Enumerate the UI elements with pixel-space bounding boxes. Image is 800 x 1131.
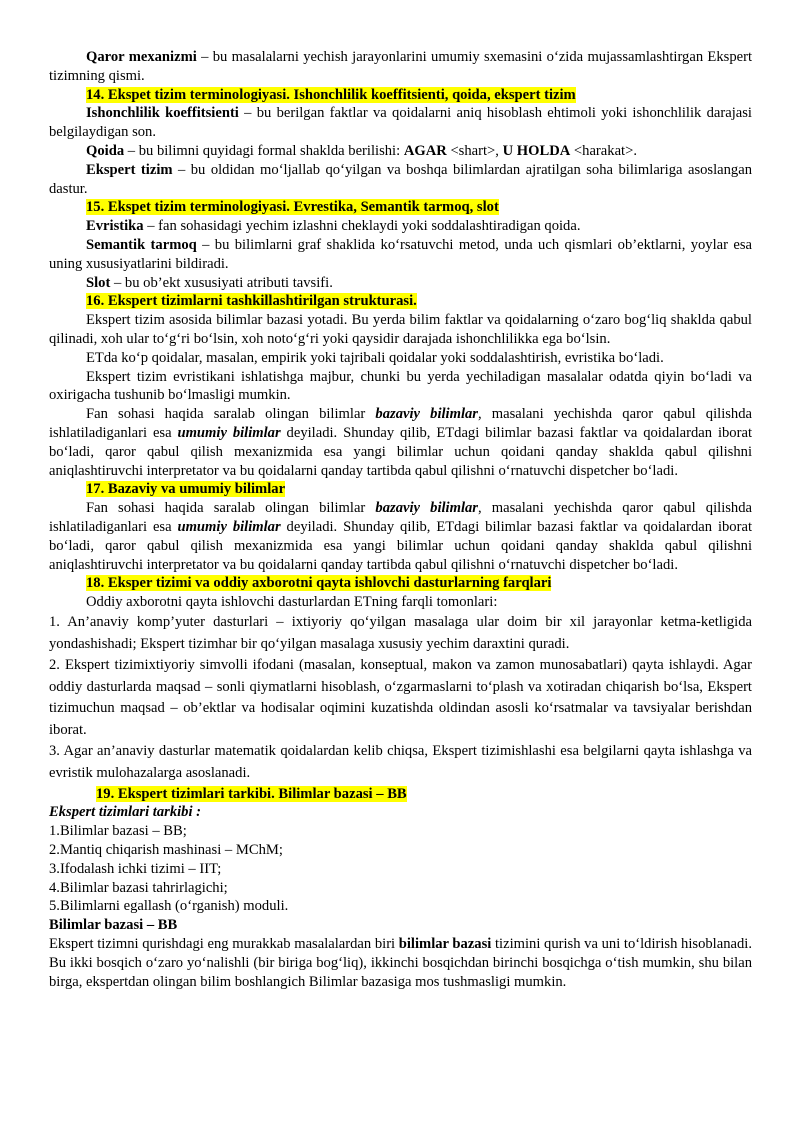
paragraph-fan-sohasi-1: Fan sohasi haqida saralab olingan bilimlar bazaviy bilimlar, masalani yechishda qaror qabul qilishda ishlatiladiganlari esa umumiy bilimlar deyiladi. Shunday qilib, ETdagi bilimlar bazasi faktlar va qoidalardan iborat bo‘ladi, qaror qabul qilish mexanizmida esa yangi bilimlar uchun qoidani qanday shaklda qabul qilishni aniqlashtiruvchi interpretator va bu qoidalarni qanday tartibda qabul qilishni o‘rnatuvchi dispetcher bo‘ladi.: [49, 406, 752, 479]
paragraph-bilimlar-bazasi-asos: Ekspert tizim asosida bilimlar bazasi yotadi. Bu yerda bilim faktlar va qoidalarning o‘zaro bog‘liq shaklda qabul qilinadi, xoh ular to‘g‘ri bo‘lsin, xoh noto‘g‘ri yoki qaysidir darajada ishonchlilikka ega bo‘lsin.: [49, 312, 752, 347]
list-item: 3.Ifodalash ichki tizimi – IIT;: [49, 860, 222, 877]
term: Slot: [86, 274, 111, 291]
heading-18: 18. Eksper tizimi va oddiy axborotni qayta ishlovchi dasturlarning farqlari: [86, 575, 552, 592]
paragraph-farqli-tomonlar: Oddiy axborotni qayta ishlovchi dasturlardan ETning farqli tomonlari:: [86, 594, 498, 611]
term: Qoida: [86, 142, 125, 159]
paragraph-semantik-tarmoq: Semantik tarmoq – bu bilimlarni graf shaklida ko‘rsatuvchi metod, unda uch qismlari ob’ektlarni, yoylar esa uning xususiyatlarini bildiradi.: [49, 236, 752, 272]
term: Ekspert tizim: [86, 161, 173, 178]
paragraph-ekspert-tizim: Ekspert tizim – bu oldidan mo‘ljallab qo‘yilgan va boshqa bilimlardan ajratilgan soha bilimlariga asoslangan dastur.: [49, 161, 752, 197]
difference-list: [49, 612, 752, 785]
heading-16: 16. Ekspert tizimlarni tashkillashtirilgan strukturasi.: [86, 293, 417, 310]
list-item: 2. Ekspert tizimixtiyoriy simvolli ifodani (masalan, konseptual, makon va zamon munosabatlari) qayta ishlaydi. Agar oddiy dasturlarda maqsad – sonli qiymatlarni hisoblash, o‘zgarmaslarni to‘plash va xotiradan chiqarish bo‘lsa, Ekspert tizimuchun maqsad – ob’ektlar va hodisalar oqimini kuzatishda oldindan asosli ko‘rsatmalar va tavsiyalar berishdan iborat.: [49, 657, 752, 738]
subheading-bilimlar-bazasi: Bilimlar bazasi – BB: [49, 917, 178, 934]
paragraph-qoidalar: ETda ko‘p qoidalar, masalan, empirik yoki tajribali qoidalar yoki soddalashtirish, evristika bo‘ladi.: [86, 349, 664, 366]
subheading-tarkibi: Ekspert tizimlari tarkibi :: [49, 804, 202, 821]
document-page: [49, 48, 752, 991]
paragraph-slot: Slot – bu ob’ekt xususiyati atributi tavsifi.: [86, 274, 333, 291]
list-item: 1.Bilimlar bazasi – BB;: [49, 823, 187, 840]
heading-17: 17. Bazaviy va umumiy bilimlar: [86, 481, 286, 498]
heading-14: 14. Ekspet tizim terminologiyasi. Ishonchlilik koeffitsienti, qoida, ekspert tizim: [86, 86, 576, 103]
paragraph-qaror-mexanizmi: Qaror mexanizmi – bu masalalarni yechish jarayonlarini umumiy sxemasini o‘zida mujassamlashtirgan Ekspert tizimning qismi.: [49, 49, 753, 84]
list-item: 5.Bilimlarni egallash (o‘rganish) moduli.: [49, 898, 289, 915]
term: Semantik tarmoq: [86, 236, 197, 253]
paragraph-ishonchlilik: Ishonchlilik koeffitsienti – bu berilgan faktlar va qoidalarni aniq hisoblash ehtimoli yoki ishonchlilik darajasi belgilaydigan son.: [49, 105, 752, 141]
paragraph-bb-qurish: Ekspert tizimni qurishdagi eng murakkab masalalardan biri bilimlar bazasi tizimini qurish va uni to‘ldirish hisoblanadi. Bu ikki bosqich o‘zaro yo‘nalishli (bir biriga bog‘liq), ikkinchi bosqichdan birinchi bosqichga o‘tish mumkin, shu bilan birga, ekspertdan olingan bilim boshlangich Bilimlar bazasiga mos tushmasligi mumkin.: [49, 936, 752, 990]
paragraph-evristika: Evristika – fan sohasidagi yechim izlashni cheklaydi yoki soddalashtiradigan qoida.: [86, 218, 581, 235]
list-item: 3. Agar an’anaviy dasturlar matematik qoidalardan kelib chiqsa, Ekspert tizimishlashi esa belgilarni qayta ishlashga va evristik mulohazalarga asoslanadi.: [49, 743, 752, 782]
term: Ishonchlilik koeffitsienti: [86, 105, 239, 122]
list-item: 1. An’anaviy komp’yuter dasturlari – ixtiyoriy qo‘yilgan masalaga ular doim bir xil jarayonlar ketma-ketligida yondashishadi; Ekspert tizimhar bir qo‘yilgan masalaga xususiy yechim daraxtini quradi.: [49, 613, 752, 652]
term: Evristika: [86, 218, 144, 235]
paragraph-fan-sohasi-2: Fan sohasi haqida saralab olingan bilimlar bazaviy bilimlar, masalani yechishda qaror qabul qilishda ishlatiladiganlari esa umumiy bilimlar deyiladi. Shunday qilib, ETdagi bilimlar bazasi faktlar va qoidalardan iborat bo‘ladi, qaror qabul qilish mexanizmida esa yangi bilimlar uchun qoidani qanday shaklda qabul qilishni aniqlashtiruvchi interpretator va bu qoidalarni qanday tartibda qabul qilishni o‘rnatuvchi dispetcher bo‘ladi.: [49, 500, 752, 573]
paragraph-evristika-majbur: Ekspert tizim evristikani ishlatishga majbur, chunki bu yerda yechiladigan masalalar odatda qiyin bo‘ladi va oxirigacha tushunib bo‘lmasligi mumkin.: [49, 368, 752, 404]
heading-15: 15. Ekspet tizim terminologiyasi. Evrestika, Semantik tarmoq, slot: [86, 199, 499, 216]
paragraph-qoida: Qoida – bu bilimni quyidagi formal shaklda berilishi: AGAR <shart>, U HOLDA <harakat>.: [86, 142, 637, 159]
list-item: 4.Bilimlar bazasi tahrirlagichi;: [49, 879, 228, 896]
heading-19: 19. Ekspert tizimlari tarkibi. Bilimlar bazasi – BB: [96, 785, 407, 802]
list-item: 2.Mantiq chiqarish mashinasi – MChM;: [49, 842, 283, 859]
term: Qaror mexanizmi: [86, 49, 197, 65]
